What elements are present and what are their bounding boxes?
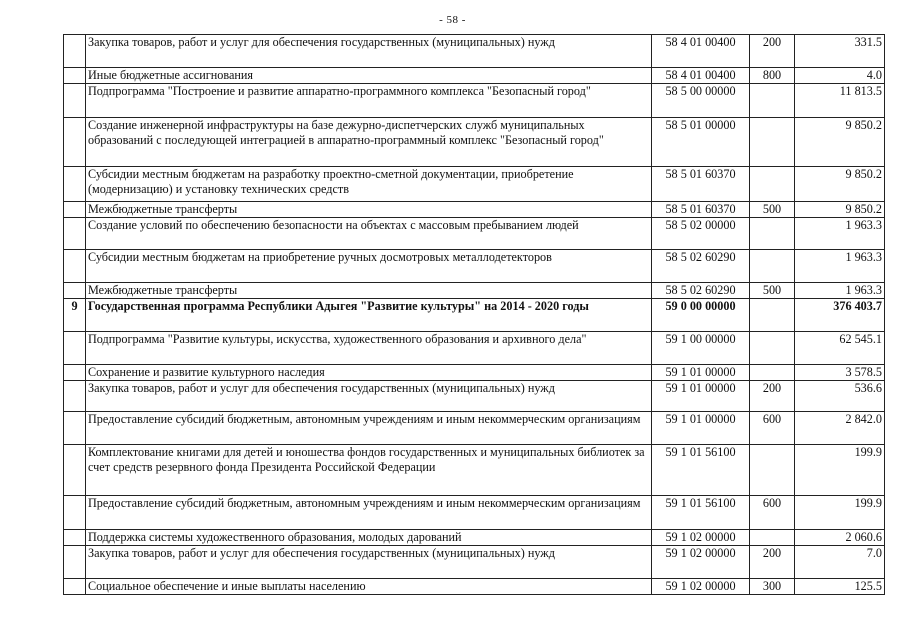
row-number: [64, 283, 86, 299]
row-number: [64, 579, 86, 595]
row-code: 59 1 02 00000: [652, 579, 750, 595]
row-type: 800: [750, 68, 795, 84]
row-number: [64, 381, 86, 412]
row-code: 59 1 02 00000: [652, 530, 750, 546]
table-row: [64, 445, 885, 496]
table-row: [64, 579, 885, 595]
row-number: [64, 365, 86, 381]
budget-table: [63, 34, 885, 595]
row-code: 59 1 01 56100: [652, 496, 750, 530]
row-type: [750, 299, 795, 332]
table-row: [64, 167, 885, 202]
row-type: [750, 118, 795, 167]
row-name: Социальное обеспечение и иные выплаты населению: [86, 579, 652, 595]
table-row: [64, 546, 885, 579]
row-code: 59 1 01 00000: [652, 381, 750, 412]
table-row: [64, 68, 885, 84]
row-code: 58 5 02 60290: [652, 250, 750, 283]
row-type: [750, 167, 795, 202]
table-row: [64, 35, 885, 68]
row-name: Подпрограмма "Развитие культуры, искусства, художественного образования и архивного дела": [86, 332, 652, 365]
row-name: Субсидии местным бюджетам на разработку проектно-сметной документации, приобретение (модернизацию) и установку технических средств: [86, 167, 652, 202]
row-amount: 3 578.5: [795, 365, 885, 381]
row-code: 58 4 01 00400: [652, 35, 750, 68]
row-amount: 9 850.2: [795, 202, 885, 218]
row-amount: 1 963.3: [795, 283, 885, 299]
row-name: Сохранение и развитие культурного наследия: [86, 365, 652, 381]
row-amount: 199.9: [795, 445, 885, 496]
row-number: [64, 118, 86, 167]
table-row: [64, 496, 885, 530]
row-code: 58 5 02 00000: [652, 218, 750, 250]
row-amount: 7.0: [795, 546, 885, 579]
row-code: 59 1 01 00000: [652, 365, 750, 381]
row-type: [750, 332, 795, 365]
row-code: 58 5 01 60370: [652, 202, 750, 218]
row-amount: 2 060.6: [795, 530, 885, 546]
row-name: Государственная программа Республики Адыгея "Развитие культуры" на 2014 - 2020 годы: [86, 299, 652, 332]
row-code: 58 4 01 00400: [652, 68, 750, 84]
row-name: Подпрограмма "Построение и развитие аппаратно-программного комплекса "Безопасный город": [86, 84, 652, 118]
row-name: Создание инженерной инфраструктуры на базе дежурно-диспетчерских служб муниципальных образований с последующей интеграцией в аппаратно-программный комплекс "Безопасный город": [86, 118, 652, 167]
row-code: 59 1 01 00000: [652, 412, 750, 445]
row-name: Предоставление субсидий бюджетным, автономным учреждениям и иным некоммерческим организациям: [86, 412, 652, 445]
row-name: Закупка товаров, работ и услуг для обеспечения государственных (муниципальных) нужд: [86, 35, 652, 68]
row-number: [64, 167, 86, 202]
row-type: [750, 250, 795, 283]
row-type: 600: [750, 496, 795, 530]
row-number: [64, 496, 86, 530]
row-amount: 2 842.0: [795, 412, 885, 445]
row-amount: 536.6: [795, 381, 885, 412]
row-name: Поддержка системы художественного образования, молодых дарований: [86, 530, 652, 546]
row-code: 59 1 01 56100: [652, 445, 750, 496]
row-amount: 331.5: [795, 35, 885, 68]
row-amount: 1 963.3: [795, 218, 885, 250]
page-number: - 58 -: [439, 14, 466, 26]
row-type: [750, 530, 795, 546]
row-name: Закупка товаров, работ и услуг для обеспечения государственных (муниципальных) нужд: [86, 381, 652, 412]
table-row: [64, 530, 885, 546]
row-name: Субсидии местным бюджетам на приобретение ручных досмотровых металлодетекторов: [86, 250, 652, 283]
row-number: [64, 68, 86, 84]
row-code: 58 5 01 00000: [652, 118, 750, 167]
table-row: [64, 202, 885, 218]
row-name: Предоставление субсидий бюджетным, автономным учреждениям и иным некоммерческим организациям: [86, 496, 652, 530]
row-code: 59 1 02 00000: [652, 546, 750, 579]
row-code: 58 5 00 00000: [652, 84, 750, 118]
row-type: 500: [750, 202, 795, 218]
table-row: [64, 332, 885, 365]
row-number: [64, 445, 86, 496]
row-number: [64, 202, 86, 218]
row-name: Комплектование книгами для детей и юношества фондов государственных и муниципальных библиотек за счет средств резервного фонда Президента Российской Федерации: [86, 445, 652, 496]
row-type: 500: [750, 283, 795, 299]
row-number: [64, 332, 86, 365]
row-type: 200: [750, 35, 795, 68]
row-type: [750, 84, 795, 118]
row-amount: 1 963.3: [795, 250, 885, 283]
row-code: 58 5 02 60290: [652, 283, 750, 299]
row-name: Межбюджетные трансферты: [86, 283, 652, 299]
row-amount: 4.0: [795, 68, 885, 84]
row-name: Иные бюджетные ассигнования: [86, 68, 652, 84]
table-row: [64, 283, 885, 299]
table-row: [64, 412, 885, 445]
row-name: Межбюджетные трансферты: [86, 202, 652, 218]
row-amount: 11 813.5: [795, 84, 885, 118]
row-code: 59 1 00 00000: [652, 332, 750, 365]
row-number: [64, 250, 86, 283]
row-type: 200: [750, 381, 795, 412]
row-number: [64, 412, 86, 445]
row-code: 59 0 00 00000: [652, 299, 750, 332]
row-number: [64, 84, 86, 118]
row-amount: 376 403.7: [795, 299, 885, 332]
table-row: [64, 250, 885, 283]
row-number: 9: [64, 299, 86, 332]
row-code: 58 5 01 60370: [652, 167, 750, 202]
row-amount: 9 850.2: [795, 167, 885, 202]
row-name: Создание условий по обеспечению безопасности на объектах с массовым пребыванием людей: [86, 218, 652, 250]
table-row: [64, 218, 885, 250]
table-row: [64, 381, 885, 412]
row-type: [750, 365, 795, 381]
row-number: [64, 530, 86, 546]
row-type: 600: [750, 412, 795, 445]
row-number: [64, 546, 86, 579]
row-amount: 199.9: [795, 496, 885, 530]
row-name: Закупка товаров, работ и услуг для обеспечения государственных (муниципальных) нужд: [86, 546, 652, 579]
table-row: [64, 365, 885, 381]
row-type: [750, 218, 795, 250]
row-number: [64, 218, 86, 250]
row-type: 200: [750, 546, 795, 579]
row-type: 300: [750, 579, 795, 595]
row-type: [750, 445, 795, 496]
row-amount: 125.5: [795, 579, 885, 595]
table-row: [64, 84, 885, 118]
table-row: [64, 299, 885, 332]
row-number: [64, 35, 86, 68]
row-amount: 62 545.1: [795, 332, 885, 365]
row-amount: 9 850.2: [795, 118, 885, 167]
table-row: [64, 118, 885, 167]
